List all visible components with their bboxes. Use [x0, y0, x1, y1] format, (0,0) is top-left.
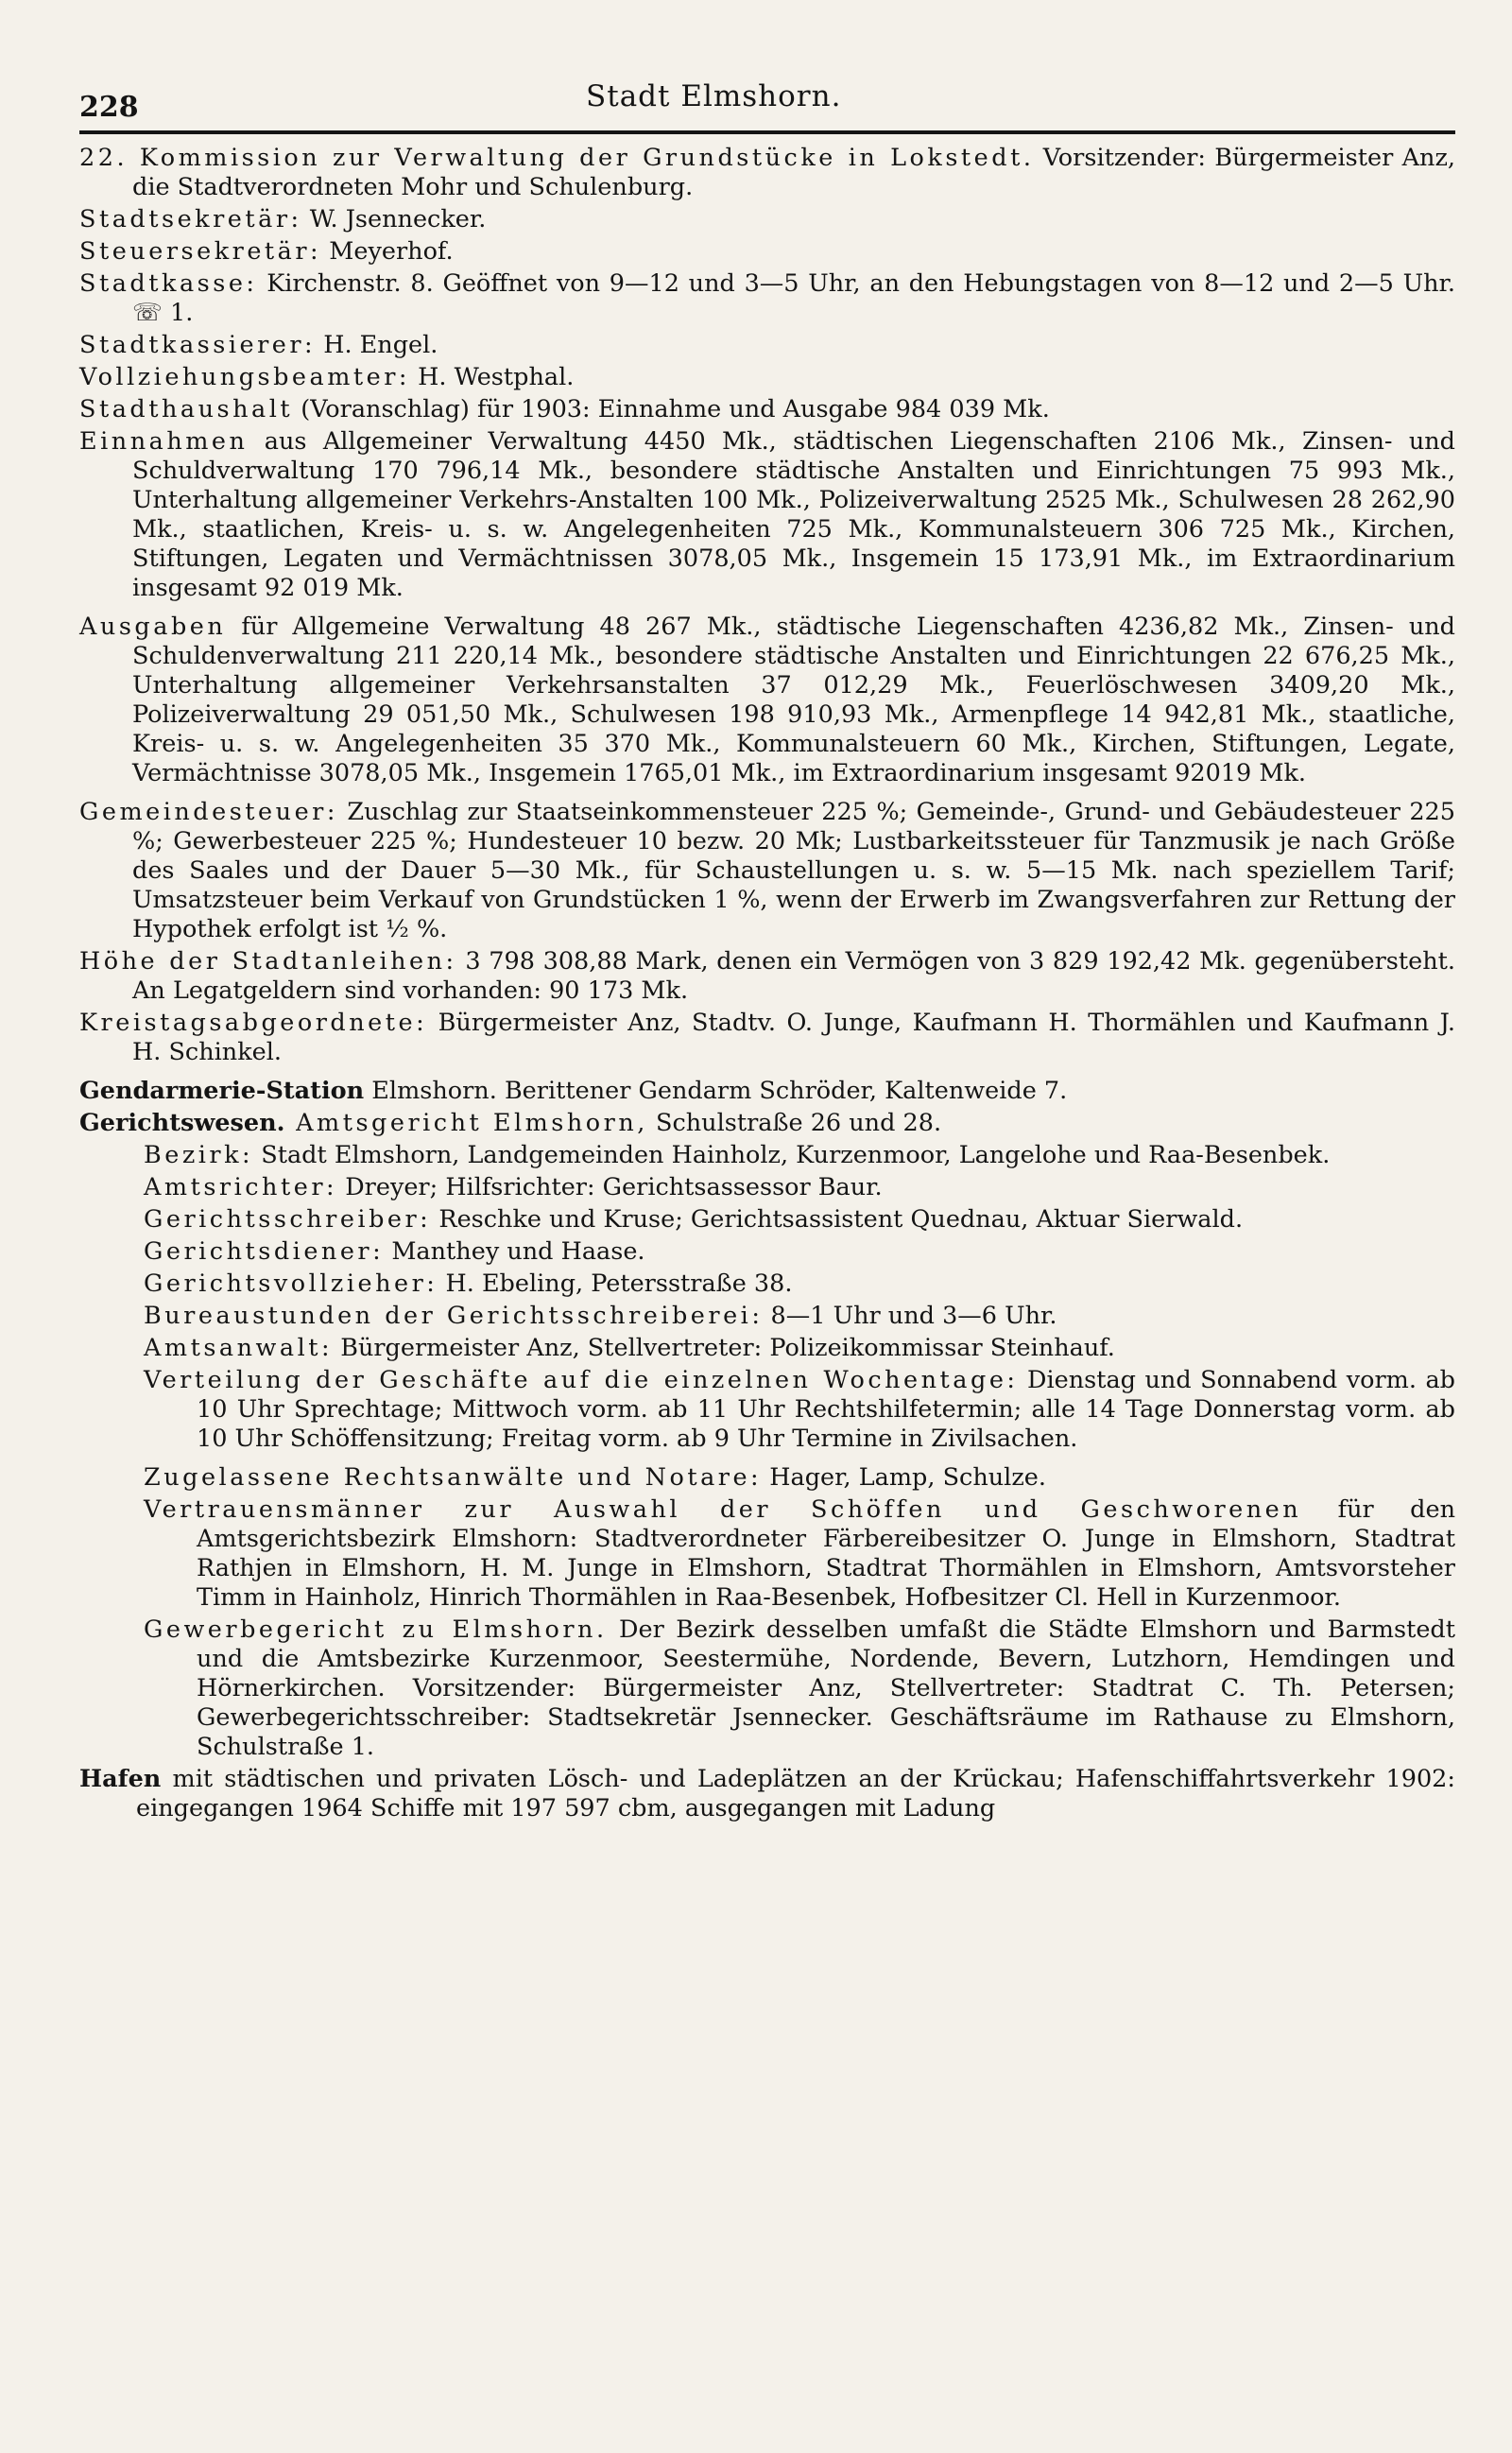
entry-term: Gerichtsschreiber: [144, 1205, 432, 1234]
entry-text: Der Bezirk desselben umfaßt die Städte Elmshorn und Barmstedt und die Amtsbezirke Kurzenmoor, Seestermühe, Nordende, Bevern, Lutzhorn, Hemdingen und Hörnerkirchen. Vorsitzender: Bürgermeister Anz, Stellvertreter: Stadtrat C. Th. Petersen; Gewerbegerichtsschreiber: Stadtsekretär Jsennecker. Geschäftsräume im Rathause zu Elmshorn, Schulstraße 1. [197, 1615, 1455, 1761]
entry-text: Bürgermeister Anz, Stadtv. O. Junge, Kaufmann H. Thormählen und Kaufmann J. H. Schinkel. [132, 1009, 1455, 1066]
entry-term: Verteilung der Geschäfte auf die einzelnen Wochentage: [144, 1366, 1019, 1394]
gericht-bezirk [79, 1141, 1455, 1170]
entry-term: 22. Kommission zur Verwaltung der Grundstücke in Lokstedt. [79, 144, 1035, 172]
entry-steuersekretaer [79, 237, 1455, 267]
entry-text: Meyerhof. [321, 237, 454, 266]
entry-text: (Voranschlag) für 1903: Einnahme und Ausgabe 984 039 Mk. [293, 395, 1050, 423]
gericht-rechtsanwaelte [79, 1463, 1455, 1493]
section-heading: Gendarmerie-Station [79, 1077, 365, 1105]
entry-term: Bezirk: [144, 1141, 254, 1169]
section-heading: Gerichtswesen. [79, 1109, 285, 1137]
entry-text: 3 798 308,88 Mark, denen ein Vermögen von 3 829 192,42 Mk. gegenübersteht. An Legatgeldern sind vorhanden: 90 173 Mk. [132, 947, 1456, 1005]
entry-term: Gewerbegericht zu Elmshorn. [144, 1615, 608, 1644]
entry-term: Gemeindesteuer: [79, 798, 338, 826]
entry-term: Kreistagsabgeordnete: [79, 1009, 428, 1037]
entry-ausgaben [79, 613, 1455, 788]
entry-stadtkasse [79, 269, 1455, 328]
entry-term: Amtsrichter: [144, 1173, 338, 1201]
entry-text: Vorsitzender: Bürgermeister Anz, die Stadtverordneten Mohr und Schulenburg. [132, 144, 1455, 201]
entry-text: für Allgemeine Verwaltung 48 267 Mk., städtische Liegenschaften 4236,82 Mk., Zinsen- und Schuldenverwaltung 211 220,14 Mk., besondere städtische Anstalten und Einrichtungen 22 676,25 Mk., Unterhaltung allgemeiner Verkehrsanstalten 37 012,29 Mk., Feuerlöschwesen 3409,20 Mk., Polizeiverwaltung 29 051,50 Mk., Schulwesen 198 910,93 Mk., Armenpflege 14 942,81 Mk., staatliche, Kreis- u. s. w. Angelegenheiten 35 370 Mk., Kommunalsteuern 60 Mk., Kirchen, Stiftungen, Legate, Vermächtnisse 3078,05 Mk., Insgemein 1765,01 Mk., im Extraordinarium insgesamt 92019 Mk. [132, 613, 1455, 787]
entry-text: Dreyer; Hilfsrichter: Gerichtsassessor Baur. [337, 1173, 883, 1201]
entry-text: Kirchenstr. 8. Geöffnet von 9—12 und 3—5 Uhr, an den Hebungstagen von 8—12 und 2—5 Uhr. ☏ 1. [132, 269, 1455, 327]
entry-term: Vollziehungsbeamter: [79, 363, 411, 391]
page-body [79, 144, 1455, 1823]
entry-term: Gerichtsdiener: [144, 1237, 385, 1266]
gericht-vertrauensmaenner [79, 1495, 1455, 1613]
gericht-bureaustunden [79, 1302, 1455, 1331]
entry-text: Dienstag und Sonnabend vorm. ab 10 Uhr Sprechtage; Mittwoch vorm. ab 11 Uhr Rechtshilfetermin; alle 14 Tage Donnerstag vorm. ab 10 Uhr Schöffensitzung; Freitag vorm. ab 9 Uhr Termine in Zivilsachen. [197, 1366, 1455, 1453]
gericht-amtsanwalt [79, 1334, 1455, 1363]
running-title: Stadt Elmshorn. [586, 79, 842, 113]
section-heading: Hafen [79, 1765, 162, 1793]
entry-text: aus Allgemeiner Verwaltung 4450 Mk., städtischen Liegenschaften 2106 Mk., Zinsen- und Schuldverwaltung 170 796,14 Mk., besondere städtische Anstalten und Einrichtungen 75 993 Mk., Unterhaltung allgemeiner Verkehrs-Anstalten 100 Mk., Polizeiverwaltung 2525 Mk., Schulwesen 28 262,90 Mk., staatlichen, Kreis- u. s. w. Angelegenheiten 725 Mk., Kommunalsteuern 306 725 Mk., Kirchen, Stiftungen, Legaten und Vermächtnissen 3078,05 Mk., Insgemein 15 173,91 Mk., im Extraordinarium insgesamt 92 019 Mk. [132, 427, 1455, 602]
entry-text: H. Westphal. [410, 363, 575, 391]
section-hafen [79, 1765, 1455, 1823]
gericht-gerichtsvollzieher [79, 1270, 1455, 1299]
header-rule [79, 130, 1455, 134]
entry-text: Bürgermeister Anz, Stellvertreter: Polizeikommissar Steinhauf. [333, 1334, 1115, 1362]
entry-text: Manthey und Haase. [384, 1237, 645, 1266]
entry-stadtanleihen [79, 947, 1455, 1006]
section-gendarmerie [79, 1077, 1455, 1106]
entry-term: Amtsanwalt: [144, 1334, 334, 1362]
entry-term: Ausgaben [79, 613, 227, 641]
entry-vollziehungsbeamter [79, 363, 1455, 392]
section-text: mit städtischen und privaten Lösch- und Ladeplätzen an der Krückau; Hafenschiffahrtsverkehr 1902: eingegangen 1964 Schiffe mit 197 597 cbm, ausgegangen mit Ladung [136, 1765, 1455, 1822]
entry-text: Hager, Lamp, Schulze. [762, 1463, 1046, 1492]
gericht-amtsrichter [79, 1173, 1455, 1202]
entry-text: Zuschlag zur Staatseinkommensteuer 225 %; Gemeinde-, Grund- und Gebäudesteuer 225 %; Gewerbesteuer 225 %; Hundesteuer 10 bezw. 20 Mk; Lustbarkeitssteuer für Tanzmusik je nach Größe des Saales und der Dauer 5—30 Mk., für Schaustellungen u. s. w. 5—15 Mk. nach speziellem Tarif; Umsatzsteuer beim Verkauf von Grundstücken 1 %, wenn der Erwerb im Zwangsverfahren zur Rettung der Hypothek erfolgt ist ½ %. [132, 798, 1455, 943]
entry-term: Einnahmen [79, 427, 249, 456]
section-text: Elmshorn. Berittener Gendarm Schröder, Kaltenweide 7. [364, 1077, 1068, 1105]
gericht-gerichtsschreiber [79, 1205, 1455, 1235]
entry-term: Steuersekretär: [79, 237, 322, 266]
gericht-gerichtsdiener [79, 1237, 1455, 1267]
entry-einnahmen [79, 427, 1455, 603]
page-number: 228 [79, 91, 139, 124]
entry-term: Zugelassene Rechtsanwälte und Notare: [144, 1463, 763, 1492]
entry-stadtsekretaer [79, 205, 1455, 234]
entry-text: für den Amtsgerichtsbezirk Elmshorn: Stadtverordneter Färbereibesitzer O. Junge in Elmshorn, Stadtrat Rathjen in Elmshorn, H. M. Junge in Elmshorn, Stadtrat Thormählen in Elmshorn, Amtsvorsteher Timm in Hainholz, Hinrich Thormählen in Raa-Besenbek, Hofbesitzer Cl. Hell in Kurzenmoor. [197, 1495, 1455, 1612]
entry-text: W. Jsennecker. [301, 205, 487, 233]
entry-text: H. Ebeling, Petersstraße 38. [438, 1270, 793, 1298]
entry-text: Reschke und Kruse; Gerichtsassistent Quednau, Aktuar Sierwald. [431, 1205, 1244, 1234]
entry-term: Bureaustunden der Gerichtsschreiberei: [144, 1302, 764, 1330]
entry-term: Stadtkasse: [79, 269, 258, 298]
amtsgericht-address: Schulstraße 26 und 28. [647, 1109, 942, 1137]
gericht-gewerbegericht [79, 1615, 1455, 1762]
amtsgericht-name: Amtsgericht Elmshorn, [284, 1109, 648, 1137]
entry-text: Stadt Elmshorn, Landgemeinden Hainholz, Kurzenmoor, Langelohe und Raa-Besenbek. [253, 1141, 1331, 1169]
entry-text: 8—1 Uhr und 3—6 Uhr. [763, 1302, 1057, 1330]
section-gerichtswesen [79, 1109, 1455, 1138]
entry-term: Höhe der Stadtanleihen: [79, 947, 457, 976]
entry-term: Stadtsekretär: [79, 205, 302, 233]
entry-term: Stadthaushalt [79, 395, 294, 423]
entry-term: Vertrauensmänner zur Auswahl der Schöffen und Geschworenen [144, 1495, 1302, 1524]
entry-text: H. Engel. [316, 331, 438, 359]
entry-stadtkassierer [79, 331, 1455, 360]
entry-kommission [79, 144, 1455, 202]
gericht-verteilung [79, 1366, 1455, 1454]
entry-stadthaushalt [79, 395, 1455, 424]
entry-term: Stadtkassierer: [79, 331, 317, 359]
entry-term: Gerichtsvollzieher: [144, 1270, 438, 1298]
entry-gemeindesteuer [79, 798, 1455, 944]
entry-kreistagsabgeordnete [79, 1009, 1455, 1067]
